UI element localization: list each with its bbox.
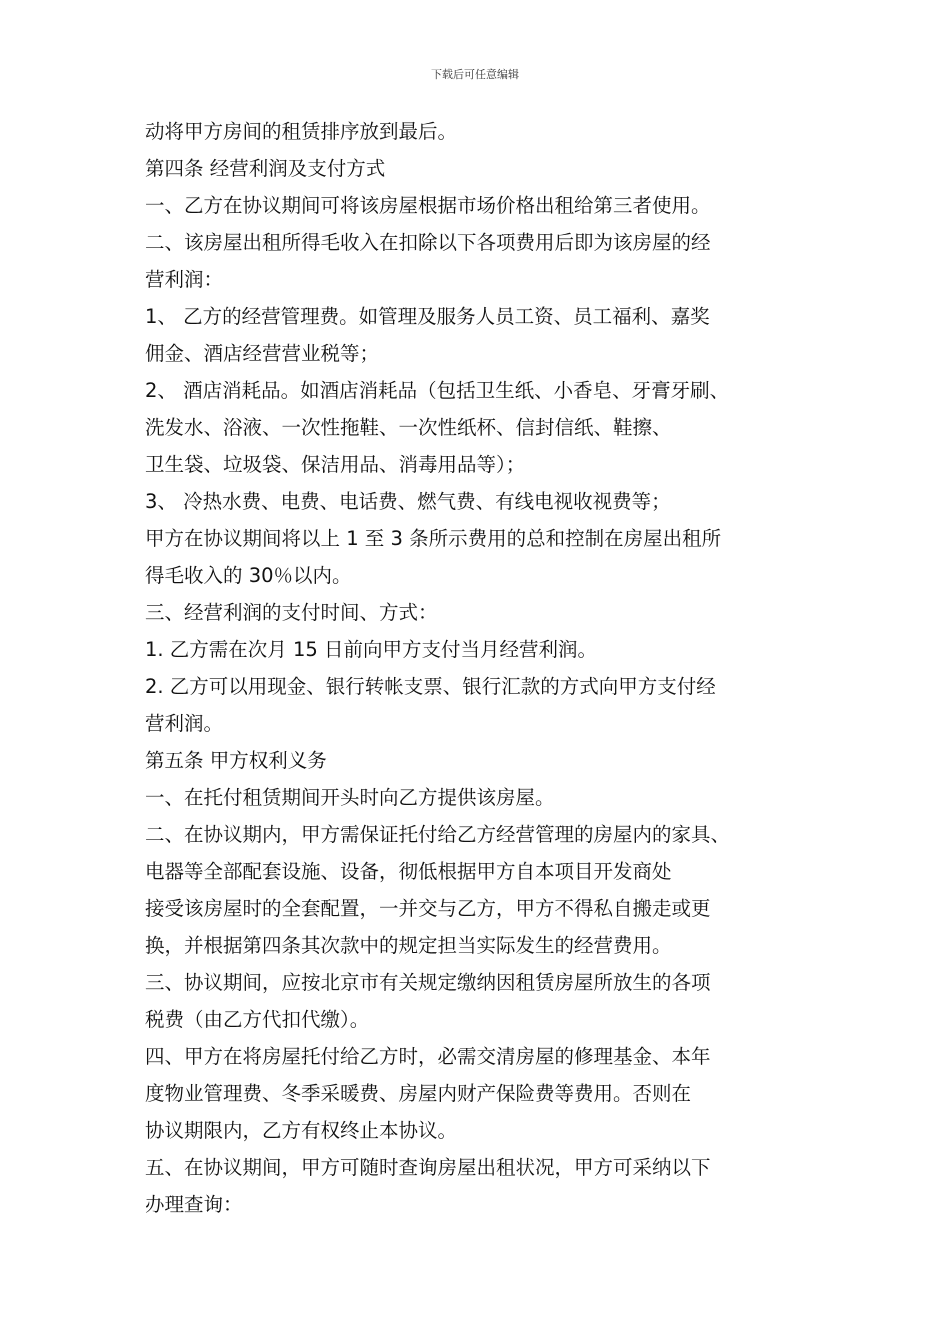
text-line: 二、在协议期内，甲方需保证托付给乙方经营管理的房屋内的家具、 (145, 823, 731, 846)
text-line: 甲方在协议期间将以上 1 至 3 条所示费用的总和控制在房屋出租所 (145, 527, 722, 550)
text-line: 动将甲方房间的租赁排序放到最后。 (145, 120, 458, 143)
text-line: 度物业管理费、冬季采暖费、房屋内财产保险费等费用。否则在 (145, 1082, 692, 1105)
text-line: 五、在协议期间，甲方可随时查询房屋出租状况，甲方可采纳以下 (145, 1156, 711, 1179)
text-line: 2、 酒店消耗品。如酒店消耗品（包括卫生纸、小香皂、牙膏牙刷、 (145, 379, 730, 402)
section-heading: 第四条 经营利润及支付方式 (145, 157, 386, 180)
text-line: 税费（由乙方代扣代缴）。 (145, 1008, 370, 1031)
text-line: 三、协议期间，应按北京市有关规定缴纳因租赁房屋所放生的各项 (145, 971, 711, 994)
text-line: 协议期限内，乙方有权终止本协议。 (145, 1119, 458, 1142)
text-line: 洗发水、浴液、一次性拖鞋、一次性纸杯、信封信纸、鞋擦、 (145, 416, 672, 439)
text-line: 换，并根据第四条其次款中的规定担当实际发生的经营费用。 (145, 934, 672, 957)
text-line: 3、 冷热水费、电费、电话费、燃气费、有线电视收视费等； (145, 490, 671, 513)
text-line: 得毛收入的 30％以内。 (145, 564, 352, 587)
text-line: 三、经营利润的支付时间、方式： (145, 601, 438, 624)
text-line: 1、 乙方的经营管理费。如管理及服务人员工资、员工福利、嘉奖 (145, 305, 710, 328)
text-line: 四、甲方在将房屋托付给乙方时，必需交清房屋的修理基金、本年 (145, 1045, 711, 1068)
text-line: 1. 乙方需在次月 15 日前向甲方支付当月经营利润。 (145, 638, 598, 661)
text-line: 一、在托付租赁期间开头时向乙方提供该房屋。 (145, 786, 555, 809)
text-line: 营利润： (145, 268, 224, 291)
text-line: 二、该房屋出租所得毛收入在扣除以下各项费用后即为该房屋的经 (145, 231, 711, 254)
document-body (145, 113, 835, 1223)
text-line: 2. 乙方可以用现金、银行转帐支票、银行汇款的方式向甲方支付经 (145, 675, 716, 698)
text-line: 营利润。 (145, 712, 224, 735)
section-heading: 第五条 甲方权利义务 (145, 749, 327, 772)
text-line: 一、乙方在协议期间可将该房屋根据市场价格出租给第三者使用。 (145, 194, 711, 217)
text-line: 电器等全部配套设施、设备，彻低根据甲方自本项目开发商处 (145, 860, 672, 883)
text-line: 接受该房屋时的全套配置，一并交与乙方，甲方不得私自搬走或更 (145, 897, 711, 920)
text-line: 办理查询： (145, 1193, 243, 1216)
page-header: 下载后可任意编辑 (431, 68, 519, 81)
text-line: 卫生袋、垃圾袋、保洁用品、消毒用品等）； (145, 453, 526, 476)
text-line: 佣金、酒店经营营业税等； (145, 342, 380, 365)
